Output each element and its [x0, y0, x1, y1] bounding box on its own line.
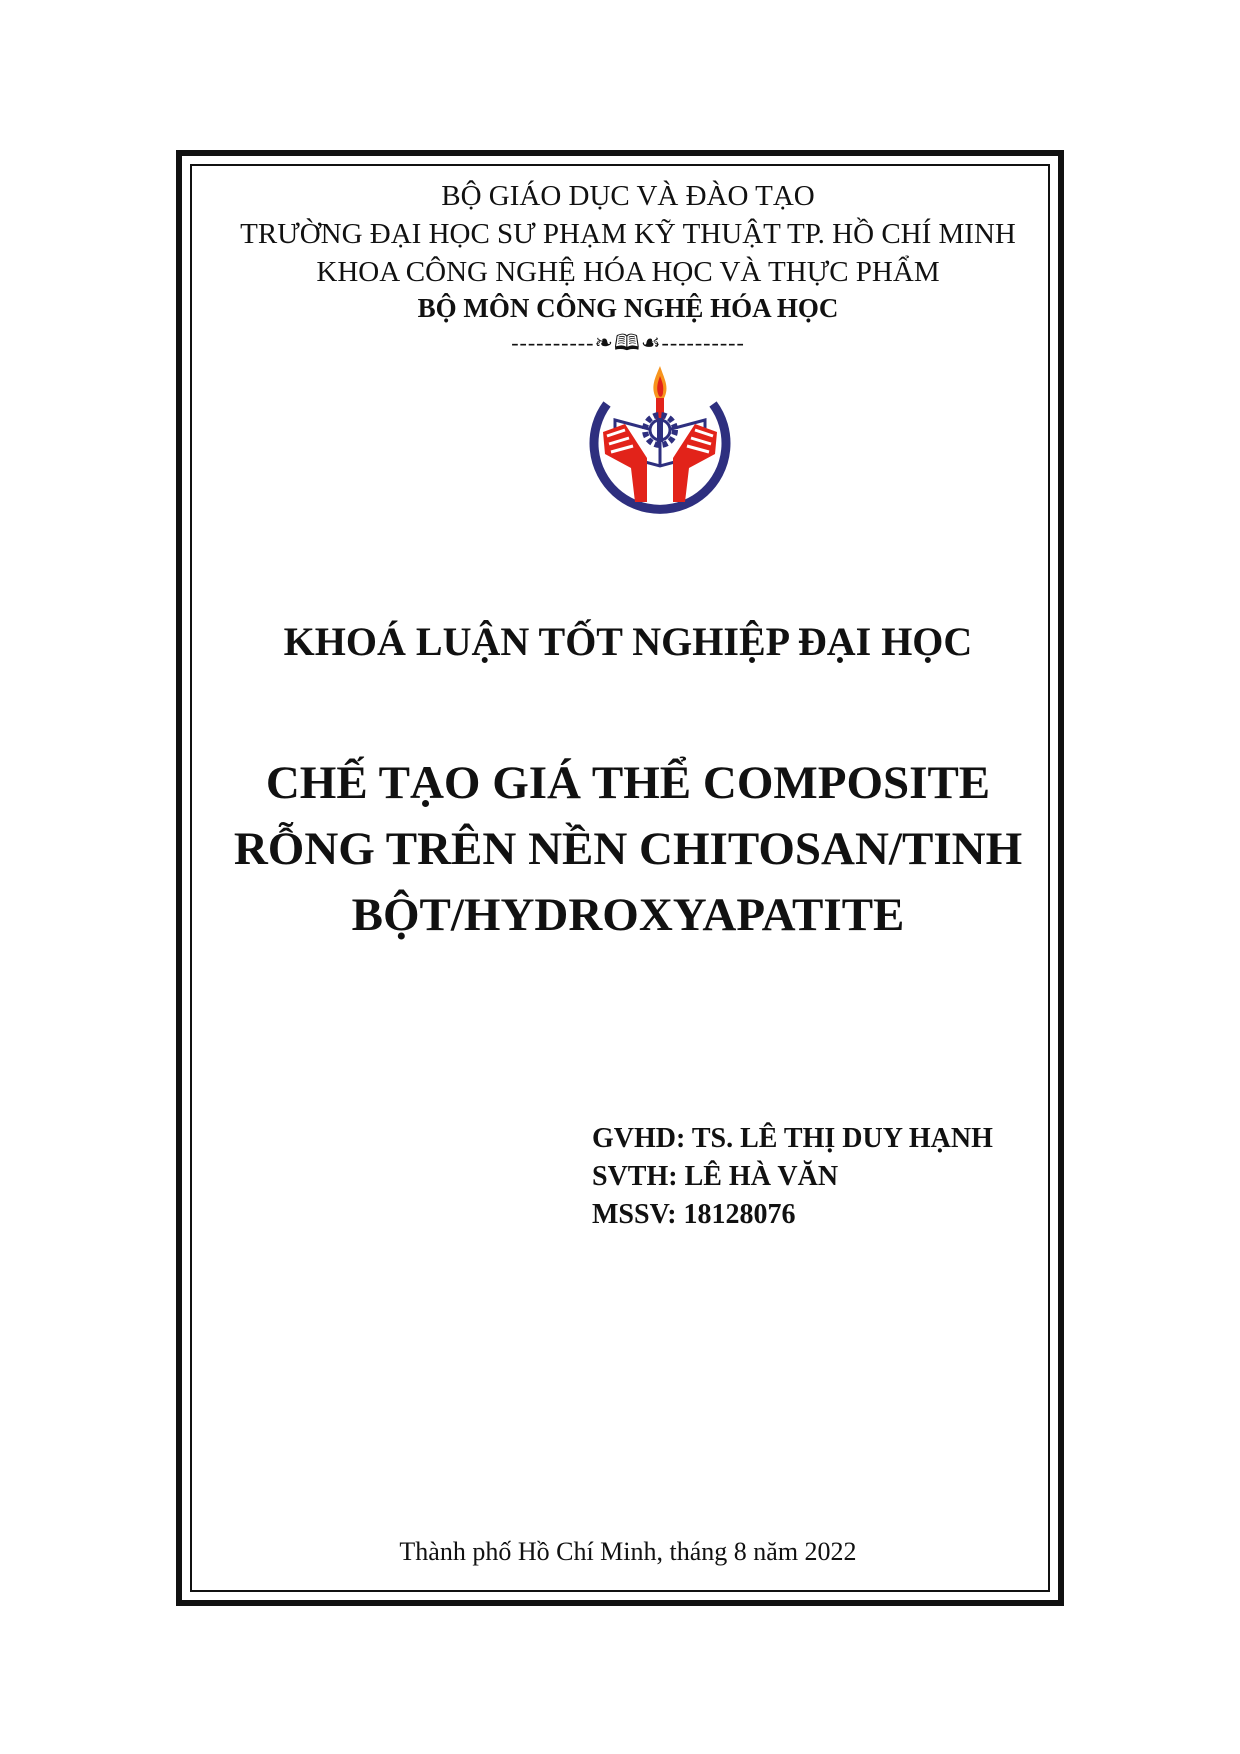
thesis-title-line-2: RỖNG TRÊN NỀN CHITOSAN/TINH: [233, 823, 1023, 875]
ornamental-divider: ----------❧🕮☙----------: [511, 330, 745, 355]
student-info: SVTH: LÊ HÀ VĂN: [592, 1161, 839, 1192]
thesis-title-line-3: BỘT/HYDROXYAPATITE: [351, 889, 905, 941]
thesis-type-heading: KHOÁ LUẬN TỐT NGHIỆP ĐẠI HỌC: [283, 619, 973, 664]
university-name: TRƯỜNG ĐẠI HỌC SƯ PHẠM KỸ THUẬT TP. HỒ CHÍ MINH: [240, 218, 1016, 250]
page-border: [176, 150, 1064, 1606]
university-logo-icon: [585, 362, 735, 522]
place-and-date: Thành phố Hồ Chí Minh, tháng 8 năm 2022: [399, 1537, 857, 1566]
student-id-info: MSSV: 18128076: [592, 1199, 796, 1230]
faculty-name: KHOA CÔNG NGHỆ HÓA HỌC VÀ THỰC PHẨM: [316, 256, 940, 288]
department-name: BỘ MÔN CÔNG NGHỆ HÓA HỌC: [417, 293, 839, 323]
ministry-name: BỘ GIÁO DỤC VÀ ĐÀO TẠO: [441, 180, 815, 212]
advisor-info: GVHD: TS. LÊ THỊ DUY HẠNH: [592, 1123, 993, 1154]
thesis-title-line-1: CHẾ TẠO GIÁ THỂ COMPOSITE: [265, 757, 991, 809]
page-inner-border: [190, 164, 1050, 1592]
